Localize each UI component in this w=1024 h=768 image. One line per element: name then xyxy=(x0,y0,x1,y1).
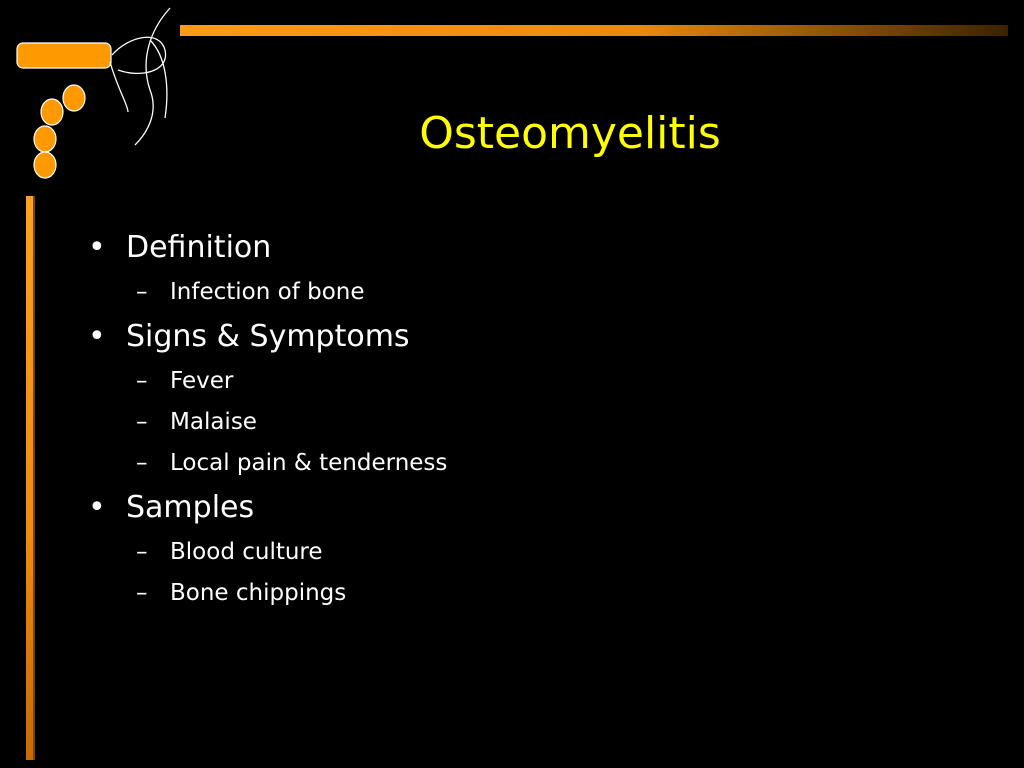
section-signs-symptoms xyxy=(88,315,968,484)
sub-bullet-dash: – xyxy=(136,409,148,435)
deco-circle xyxy=(34,126,56,152)
deco-circle xyxy=(41,99,63,125)
sub-bullet-dash: – xyxy=(136,580,148,606)
sub-bullet-item xyxy=(88,272,968,313)
bullet-dot: • xyxy=(88,230,106,265)
deco-circle xyxy=(34,152,56,178)
section-samples xyxy=(88,486,968,614)
top-accent-bar xyxy=(180,25,1008,36)
left-accent-bar xyxy=(26,196,33,760)
sub-bullet-dash: – xyxy=(136,539,148,565)
sub-bullet-text: Fever xyxy=(170,368,234,394)
sub-bullet-dash: – xyxy=(136,450,148,476)
sub-bullet-text: Malaise xyxy=(170,409,257,435)
sub-bullet-item xyxy=(88,402,968,443)
section-definition xyxy=(88,226,968,313)
bullet-list xyxy=(88,226,968,616)
bullet-dot: • xyxy=(88,490,106,525)
bullet-text: Definition xyxy=(126,230,272,265)
deco-rounded-rect xyxy=(17,43,111,68)
sub-bullet-dash: – xyxy=(136,279,148,305)
slide-title: Osteomyelitis xyxy=(419,108,721,159)
sub-bullet-text: Blood culture xyxy=(170,539,323,565)
sub-bullet-item xyxy=(88,573,968,614)
sub-bullet-item xyxy=(88,532,968,573)
bullet-item xyxy=(88,226,968,270)
sub-bullet-text: Bone chippings xyxy=(170,580,347,606)
bullet-item xyxy=(88,315,968,359)
bullet-item xyxy=(88,486,968,530)
deco-circle xyxy=(63,85,85,111)
bullet-dot: • xyxy=(88,319,106,354)
sub-bullet-text: Local pain & tenderness xyxy=(170,450,448,476)
deco-curves xyxy=(110,8,170,145)
sub-bullet-item xyxy=(88,443,968,484)
sub-bullet-dash: – xyxy=(136,368,148,394)
bullet-text: Signs & Symptoms xyxy=(126,319,410,354)
bullet-text: Samples xyxy=(126,490,255,525)
sub-bullet-text: Infection of bone xyxy=(170,279,365,305)
sub-bullet-item xyxy=(88,361,968,402)
